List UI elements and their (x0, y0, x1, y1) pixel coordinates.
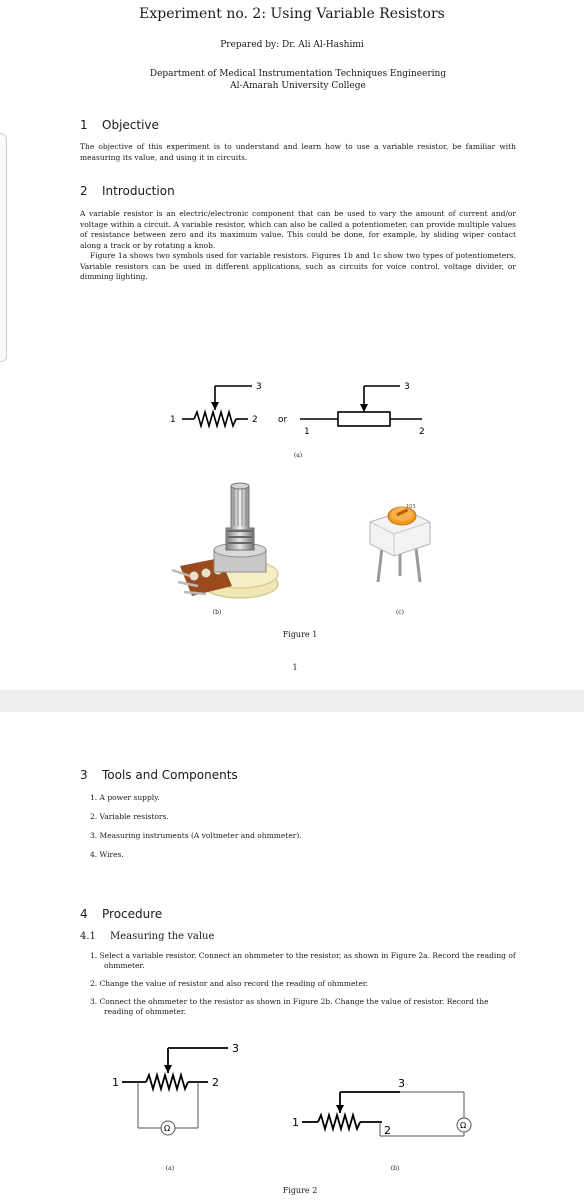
figure-2b-label: (b) (390, 1165, 400, 1172)
college-name: Al-Amarah University College (230, 81, 366, 91)
trimmer-potentiometer-image (360, 492, 440, 587)
section-heading-procedure (80, 907, 162, 921)
resistor-zigzag (318, 1115, 360, 1129)
objective-paragraph: The objective of this experiment is to understand and learn how to use a variable resistor, be familiar with measuring its value, and using it in circuits. (80, 142, 516, 162)
section-title: Introduction (102, 184, 175, 198)
list-item: 1. A power supply. (90, 793, 160, 802)
section-number: 4 (80, 907, 88, 921)
rotary-potentiometer-image (168, 478, 288, 608)
resistor-zigzag (194, 412, 236, 426)
section-number: 3 (80, 768, 88, 782)
section-number: 2 (80, 184, 88, 198)
solder-terminal (202, 569, 211, 578)
figure-1-caption: Figure 1 (282, 630, 318, 639)
pin-2-label: 2 (384, 1124, 391, 1137)
resistor-box (338, 412, 390, 426)
procedure-step: 2. Change the value of resistor and also record the reading of ohmmeter. (90, 979, 369, 988)
pin-1-label: 1 (112, 1076, 119, 1089)
author-line: Prepared by: Dr. Ali Al-Hashimi (220, 40, 364, 50)
introduction-text (80, 209, 516, 283)
pin-1-label: 1 (292, 1116, 299, 1129)
wiper-arrow (211, 402, 219, 410)
pin-2-label: 2 (212, 1076, 219, 1089)
pin-3-label: 3 (404, 382, 410, 392)
procedure-step: 3. Connect the ohmmeter to the resistor as shown in Figure 2b. Change the value of resistor. Record the reading of ohmmeter. (90, 997, 489, 1016)
solder-terminal (190, 572, 199, 581)
procedure-steps (90, 951, 518, 1017)
ohm-symbol: Ω (164, 1124, 171, 1133)
document-title: Experiment no. 2: Using Variable Resistors (139, 6, 445, 22)
resistor-zigzag (146, 1075, 188, 1089)
sidebar-handle[interactable] (0, 133, 7, 362)
section-number: 1 (80, 118, 88, 132)
figure-1b-label: (b) (212, 609, 222, 616)
figure-1c-label: (c) (395, 609, 405, 616)
subsection-title: Measuring the value (110, 931, 215, 942)
list-item: 4. Wires. (90, 850, 124, 859)
or-label: or (278, 415, 288, 425)
pin-3-label: 3 (398, 1077, 405, 1090)
department-name: Department of Medical Instrumentation Techniques Engineering (149, 69, 447, 79)
tools-list (90, 793, 510, 869)
procedure-step: 1. Select a variable resistor. Connect an ohmmeter to the resistor, as shown in Figure 2a. Record the reading of ohmmeter. (90, 951, 516, 970)
pin-3-label: 3 (256, 382, 262, 392)
introduction-paragraph-1: A variable resistor is an electric/electronic component that can be used to vary the amount of current and/or voltage within a circuit. A variable resistor, which can also be called a potentiometer, can provide multiple values of resistance between zero and its maximum value. This could be done, for example, by sliding wiper contact along a track or by rotating a knob. (80, 209, 516, 250)
pin-2-label: 2 (252, 415, 258, 425)
figure-2a-circuit (108, 1036, 268, 1146)
page-separator (0, 690, 584, 712)
introduction-paragraph-2: Figure 1a shows two symbols used for variable resistors. Figures 1b and 1c show two types of potentiometers. Variable resistors can be used in different applications, such as circuits for voice control, voltage divider, or dimming lighting. (80, 251, 516, 281)
section-heading-introduction (80, 184, 175, 198)
wiper-arrow (360, 404, 368, 412)
figure-2b-circuit (288, 1076, 498, 1156)
list-item: 2. Variable resistors. (90, 812, 169, 821)
section-heading-objective (80, 118, 159, 132)
section-title: Procedure (102, 907, 163, 921)
pin-1-label: 1 (304, 427, 310, 437)
pin-2-label: 2 (419, 427, 425, 437)
section-title: Tools and Components (102, 768, 238, 782)
figure-1a-label: (a) (293, 452, 303, 459)
pin-3-label: 3 (232, 1042, 239, 1055)
list-item: 3. Measuring instruments (A voltmeter and ohmmeter). (90, 831, 302, 840)
ohm-symbol: Ω (460, 1121, 467, 1130)
figure-1a-symbols (160, 372, 430, 442)
subsection-number: 4.1 (80, 931, 96, 942)
subsection-heading-measuring (80, 931, 214, 942)
pin-1-label: 1 (170, 415, 176, 425)
figure-2-caption: Figure 2 (282, 1186, 318, 1195)
affiliation (0, 68, 584, 92)
figure-2a-label: (a) (165, 1165, 175, 1172)
page-number: 1 (292, 663, 298, 672)
section-heading-tools (80, 768, 238, 782)
trimmer-marking-icon: 103 (406, 504, 416, 510)
section-title: Objective (102, 118, 159, 132)
